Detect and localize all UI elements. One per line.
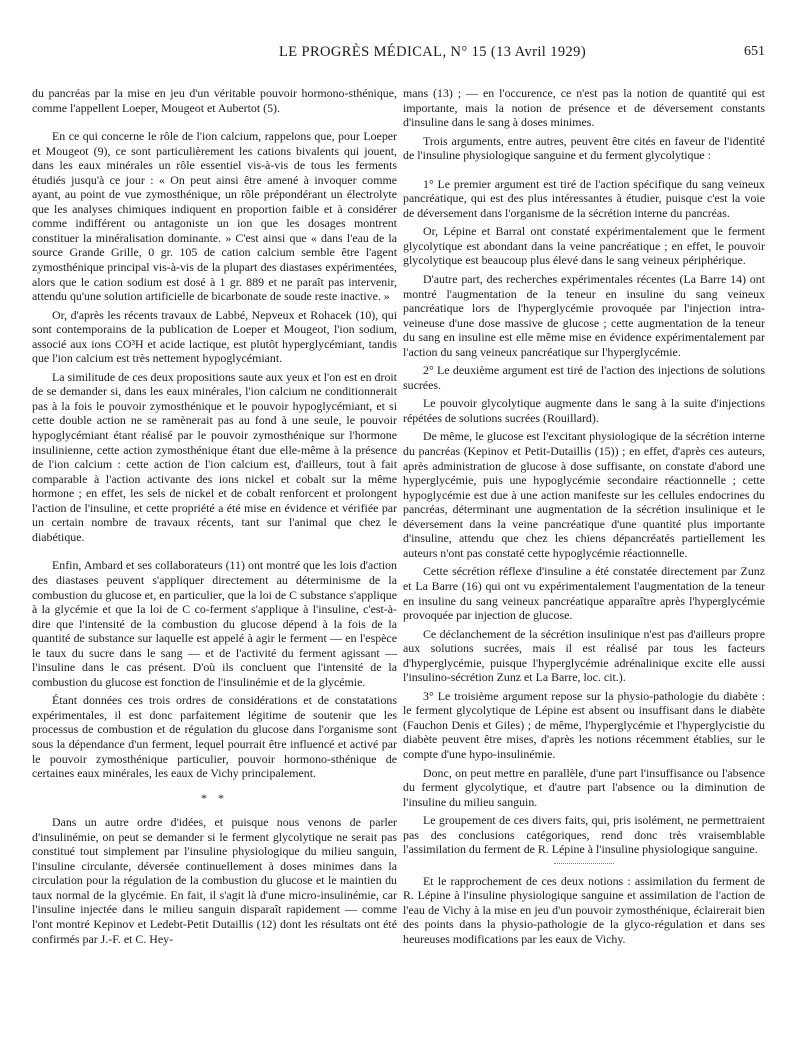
page-number: 651	[744, 44, 765, 59]
section-divider	[554, 863, 614, 864]
paragraph: Or, d'après les récents travaux de Labbé, Nepveux et Rohacek (10), qui sont contemporains de la publication de Loeper et Mougeot, l'ion sodium, associé aux ions CO³H et acide lactique, est plutôt hyperglycémiant, tandis que l'ion calcium est très nettement hypoglycémiant.	[32, 307, 397, 366]
paragraph: Enfin, Ambard et ses collaborateurs (11) ont montré que les lois d'action des diastases peuvent s'appliquer directement au déterminisme de la combustion du glucose et, en particulier, que la loi de C substance s'applique à la glycémie et que la loi de C co-ferment s'applique à l'insuline, c'est-à-dire que l'intensité de la combustion du glucose dépend à la fois de la quantité de substance sur laquelle est appelé à agir le ferment — en l'espèce le taux du sucre dans le sang — et de l'activité du ferment agissant — l'insuline dans le cas présent. D'où ils concluent que l'intensité de la combustion du glucose est fonction de l'insulinémie et de la glycémie.	[32, 558, 397, 689]
page-header	[100, 44, 765, 64]
paragraph: Trois arguments, entre autres, peuvent être cités en faveur de l'identité de l'insuline physiologique sanguine et du ferment glycolytique :	[403, 133, 765, 163]
left-column	[32, 86, 397, 950]
paragraph: 2° Le deuxième argument est tiré de l'action des injections de solutions sucrées.	[403, 363, 765, 392]
paragraph: Dans un autre ordre d'idées, et puisque nous venons de parler d'insulinémie, on peut se demander si le ferment glycolytique ne serait pas constitué tout simplement par l'insuline physiologique du milieu sanguin, l'insuline circulante, déversée continuellement à doses minimes dans la circulation pour la régulation de la combustion du glucose et le maintien du taux normal de la glycémie. En fait, il s'agit là d'une micro-insulinémie, car l'insuline injectée dans le milieu sanguin disparaît rapidement — comme l'ont montré Kepinov et Ledebt-Petit Dutaillis (12) dont les résultats ont été confirmés par J.-F. et C. Hey-	[32, 815, 397, 946]
right-column	[403, 86, 765, 951]
paragraph: La similitude de ces deux propositions saute aux yeux et l'on est en droit de se demander si, dans les eaux minérales, l'ion calcium ne conditionnerait pas à la fois le pouvoir zymosthénique et le pouvoir hypoglycémiant, et si cette double action ne se ramènerait pas au fond à une seule, le pouvoir hypoglycémiant étant réalisé par le pouvoir zymosthénique sur l'hormone insulinienne, cette action zymosthénique étant due elle-même à la présence de l'ion calcium : cette action de l'ion calcium est, d'ailleurs, tout à fait comparable à l'action activante des ions nickel et cobalt sur la même hormone ; en effet, les sels de nickel et de cobalt renforcent et prolongent l'action de l'insuline, et cette propriété a été mise en évidence et vérifiée par un certain nombre de travaux récents, tant sur l'animal que chez le diabétique.	[32, 369, 397, 544]
running-head: LE PROGRÈS MÉDICAL, N° 15 (13 Avril 1929)	[278, 44, 587, 60]
paragraph: D'autre part, des recherches expérimentales récentes (La Barre 14) ont montré l'augmentation de la teneur en insuline du sang veineux pancréatique lors de l'hyperglycémie provoquée par l'injection intra-veineuse d'une dose massive de glucose ; cette augmentation de la teneur du sang en insuline est elle même mise en évidence expérimentalement par l'action du sang veineux pancréatique sur l'hyperglycémie.	[403, 272, 765, 359]
paragraph: Donc, on peut mettre en parallèle, d'une part l'insuffisance ou l'absence du ferment glycolytique, et d'autre part l'absence ou la diminution de l'insuline du milieu sanguin.	[403, 765, 765, 809]
paragraph: Le pouvoir glycolytique augmente dans le sang à la suite d'injections répétées de solutions sucrées (Rouillard).	[403, 396, 765, 425]
paragraph: mans (13) ; — en l'occurence, ce n'est pas la notion de quantité qui est importante, mais la notion de présence et de déversement constants d'insuline dans le sang à doses minimes.	[403, 86, 765, 130]
paragraph: En ce qui concerne le rôle de l'ion calcium, rappelons que, pour Loeper et Mougeot (9), ce sont particulièrement les cations bivalents qui jouent, dans les eaux minérales un rôle essentiel vis-à-vis de tous les ferments étudiés jusqu'à ce jour : « On peut ainsi être amené à invoquer comme ayant, au point de vue zymosthénique, un rôle prépondérant un électrolyte que les analyses chimiques indiquent en proportion faible et à considérer comme indifférent ou antagoniste un ion que les dosages montrent constituer la minéralisation dominante. » C'est ainsi que « dans l'eau de la source Grande Grille, 0 gr. 105 de cation calcium semble être l'agent zymosthénique principal vis-à-vis de la plupart des diastases expérimentées, alors que le cation sodium est dosé à 1 gr. 889 et ne paraît pas intervenir, attendu qu'une solution artificielle de bicarbonate de soude reste inactive. »	[32, 129, 397, 304]
paragraph: du pancréas par la mise en jeu d'un véritable pouvoir hormono-sthénique, comme l'appellent Loeper, Mougeot et Aubertot (5).	[32, 86, 397, 115]
paragraph: Le groupement de ces divers faits, qui, pris isolément, ne permettraient pas des conclusions catégoriques, rend donc très vraisemblable l'assimilation du ferment de R. Lépine à l'insuline physiologique sanguine.	[403, 813, 765, 857]
paragraph: Cette sécrétion réflexe d'insuline a été constatée directement par Zunz et La Barre (16) qui ont vu expérimentalement l'augmentation de la teneur en insuline du sang veineux pancréatique apparaître après l'hyperglycémie provoquée par injection de glucose.	[403, 564, 765, 623]
paragraph: Et le rapprochement de ces deux notions : assimilation du ferment de R. Lépine à l'insuline physiologique sanguine et assimilation de l'action de l'eau de Vichy à la mise en jeu d'un pouvoir zymosthénique, éclairerait bien des points dans la physio-pathologie de la glyco-régulation et dans ses heureuses modifications par les eaux de Vichy.	[403, 873, 765, 946]
paragraph: Étant données ces trois ordres de considérations et de constatations expérimentales, il est donc parfaitement légitime de soutenir que les processus de combustion et de régulation du glucose dans l'organisme sont sous la dépendance d'un ferment, lequel pourrait être influencé et activé par le pouvoir zymosthénique particulier, pouvoir hormono-sthénique de certaines eaux minérales, les eaux de Vichy principalement.	[32, 693, 397, 781]
section-separator-stars: * *	[201, 790, 228, 805]
paragraph: Or, Lépine et Barral ont constaté expérimentalement que le ferment glycolytique est abondant dans la veine pancréatique ; en effet, le pouvoir glycolytique est beaucoup plus élevé dans le sang veineux périphérique.	[403, 224, 765, 268]
paragraph: Ce déclanchement de la sécrétion insulinique n'est pas d'ailleurs propre aux solutions sucrées, mais il est réalisé par tous les facteurs d'hyperglycémie, puisque l'hyperglycémie adrénalinique excite elle aussi l'insulino-sécrétion Zunz et La Barre, loc. cit.).	[403, 626, 765, 685]
paragraph: De même, le glucose est l'excitant physiologique de la sécrétion interne du pancréas (Kepinov et Petit-Dutaillis (15)) ; en effet, d'après ces auteurs, après administration de glucose à dose suffisante, on constate d'abord une hyperglycémie, puis une hypoglycémie secondaire réactionnelle ; cette hypoglycémie est due à une action manifeste sur les cellules endocrines du pancréas, déterminant une augmentation de la sécrétion insulinique et le déversement dans la veine pancréatique d'une quantité plus importante d'insuline, attendu que chez les chiens dépancréatés partiellement les auteurs n'ont pas constaté cette hypoglycémie réactionnelle.	[403, 429, 765, 560]
paragraph: 1° Le premier argument est tiré de l'action spécifique du sang veineux pancréatique, qui est des plus intéressantes à étudier, puisque c'est la voie de déversement dans l'organisme de la sécrétion interne du pancréas.	[403, 176, 765, 220]
paragraph: 3° Le troisième argument repose sur la physio-pathologie du diabète : le ferment glycolytique de Lépine est absent ou insuffisant dans le diabète (Fauchon Denis et Giles) ; de même, l'hyperglycémie et l'hyperglycistie du diabète peuvent être mises, d'après les notions récemment établies, sur le compte d'une hypo-insulinémie.	[403, 688, 765, 761]
